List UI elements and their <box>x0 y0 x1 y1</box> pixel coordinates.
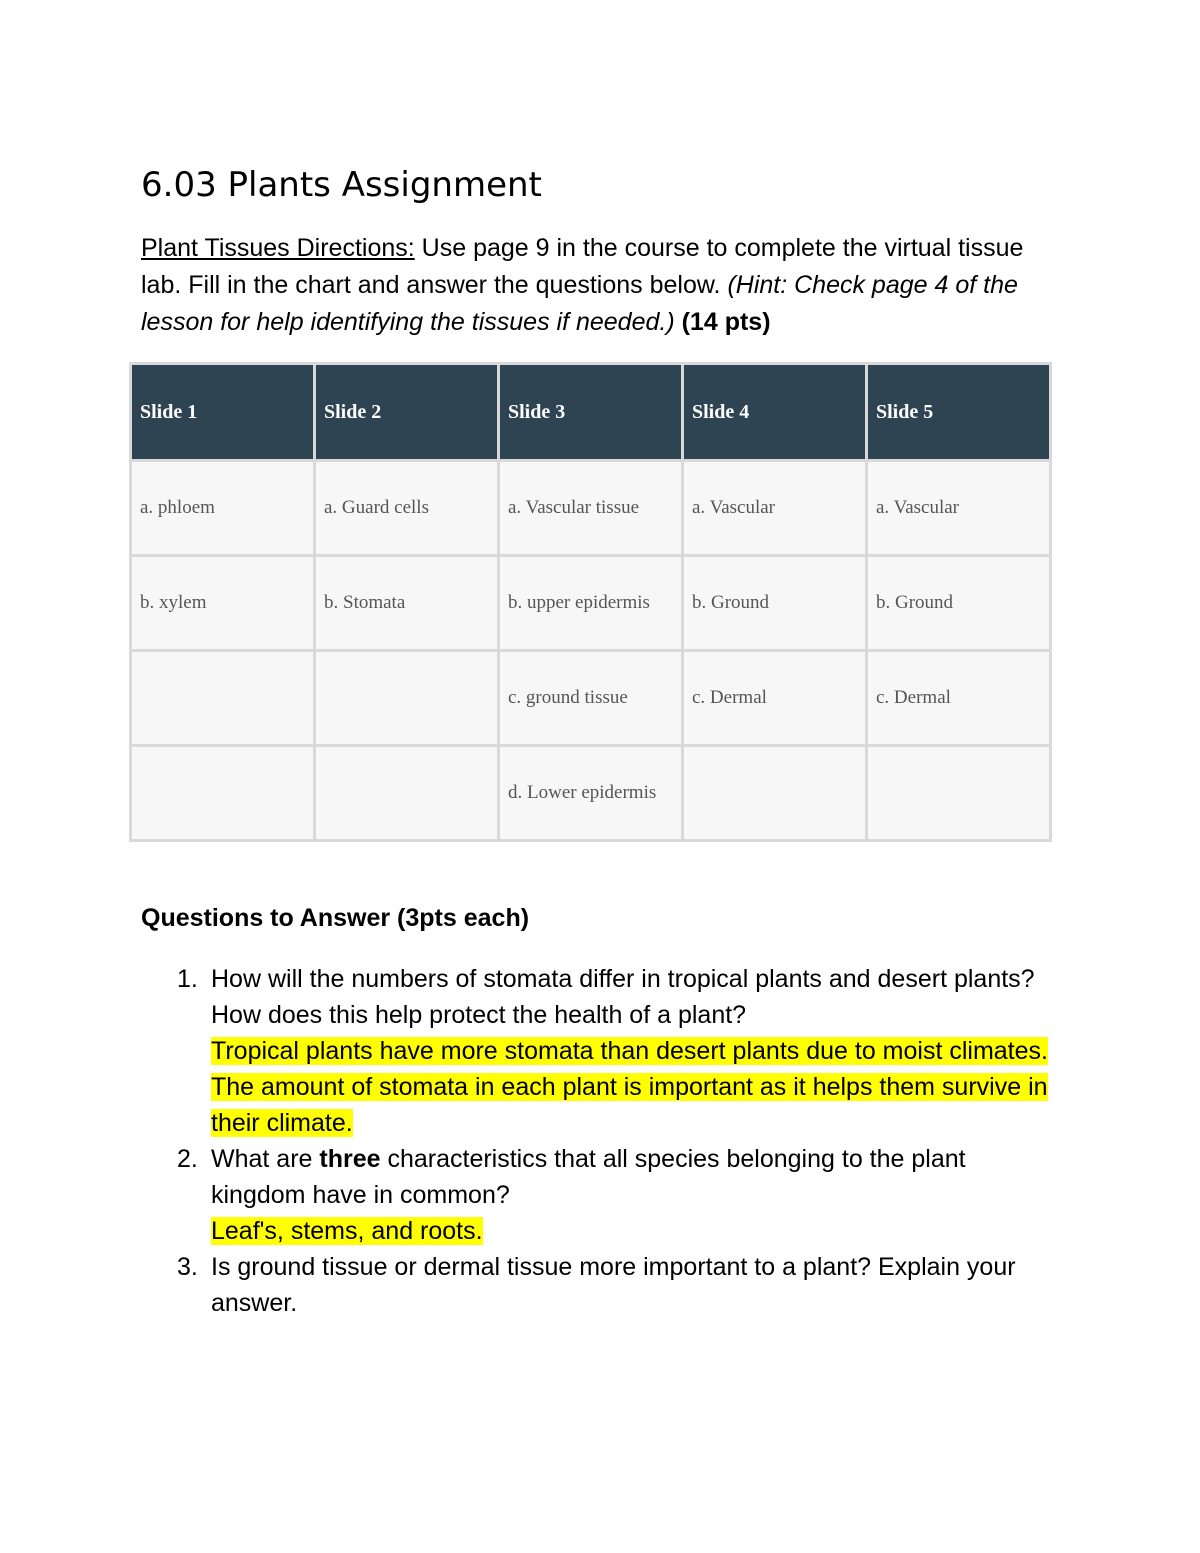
question-emphasis: three <box>319 1145 381 1173</box>
question-text: What are <box>211 1145 320 1173</box>
table-row <box>132 557 1049 649</box>
table-cell: a. Vascular <box>684 462 865 554</box>
questions-list <box>141 961 1061 1321</box>
table-header-cell: Slide 5 <box>868 365 1049 459</box>
table-cell: b. Stomata <box>316 557 497 649</box>
table-header-cell: Slide 1 <box>132 365 313 459</box>
table-header-cell: Slide 2 <box>316 365 497 459</box>
question-text: Is ground tissue or dermal tissue more important to a plant? Explain your answer. <box>211 1253 1016 1317</box>
table-cell <box>316 747 497 839</box>
table-cell: d. Lower epidermis <box>500 747 681 839</box>
table-cell: b. xylem <box>132 557 313 649</box>
table-cell: b. Ground <box>684 557 865 649</box>
question-item <box>141 961 1061 1141</box>
directions-label: Plant Tissues Directions: <box>141 234 415 262</box>
table-row <box>132 462 1049 554</box>
table-row <box>132 652 1049 744</box>
question-text: How will the numbers of stomata differ in tropical plants and desert plants? How does this help protect the health of a plant? <box>211 965 1035 1029</box>
table-cell: a. phloem <box>132 462 313 554</box>
slides-table <box>129 362 1052 842</box>
table-cell <box>132 652 313 744</box>
question-item <box>141 1141 1061 1249</box>
table-cell: c. ground tissue <box>500 652 681 744</box>
questions-heading: Questions to Answer (3pts each) <box>141 904 530 932</box>
table-cell: c. Dermal <box>868 652 1049 744</box>
directions-paragraph <box>141 230 1061 341</box>
table-cell <box>316 652 497 744</box>
table-cell <box>684 747 865 839</box>
table-header-cell: Slide 3 <box>500 365 681 459</box>
directions-hint: (Hint: Check page 4 of the lesson for help identifying the tissues if needed.) <box>141 271 1018 336</box>
directions-text: Use page 9 in the course to complete the virtual tissue lab. Fill in the chart and answer the questions below. <box>141 234 1024 299</box>
table-cell <box>132 747 313 839</box>
table-cell: b. upper epidermis <box>500 557 681 649</box>
question-number: 1. <box>177 965 198 993</box>
table-row <box>132 747 1049 839</box>
table-cell <box>868 747 1049 839</box>
table-header-row <box>132 365 1049 459</box>
question-item <box>141 1249 1061 1321</box>
table-cell: b. Ground <box>868 557 1049 649</box>
question-text: characteristics that all species belonging to the plant kingdom have in common? <box>211 1145 966 1209</box>
question-number: 3. <box>177 1253 198 1281</box>
question-number: 2. <box>177 1145 198 1173</box>
highlighted-answer: Leaf's, stems, and roots. <box>211 1217 483 1245</box>
table-header-cell: Slide 4 <box>684 365 865 459</box>
table-cell: a. Guard cells <box>316 462 497 554</box>
table-cell: a. Vascular tissue <box>500 462 681 554</box>
table-cell: c. Dermal <box>684 652 865 744</box>
table-cell: a. Vascular <box>868 462 1049 554</box>
highlighted-answer: Tropical plants have more stomata than desert plants due to moist climates. The amount of stomata in each plant is important as it helps them survive in their climate. <box>211 1037 1048 1137</box>
document-title: 6.03 Plants Assignment <box>141 165 542 205</box>
directions-points: (14 pts) <box>681 308 771 336</box>
